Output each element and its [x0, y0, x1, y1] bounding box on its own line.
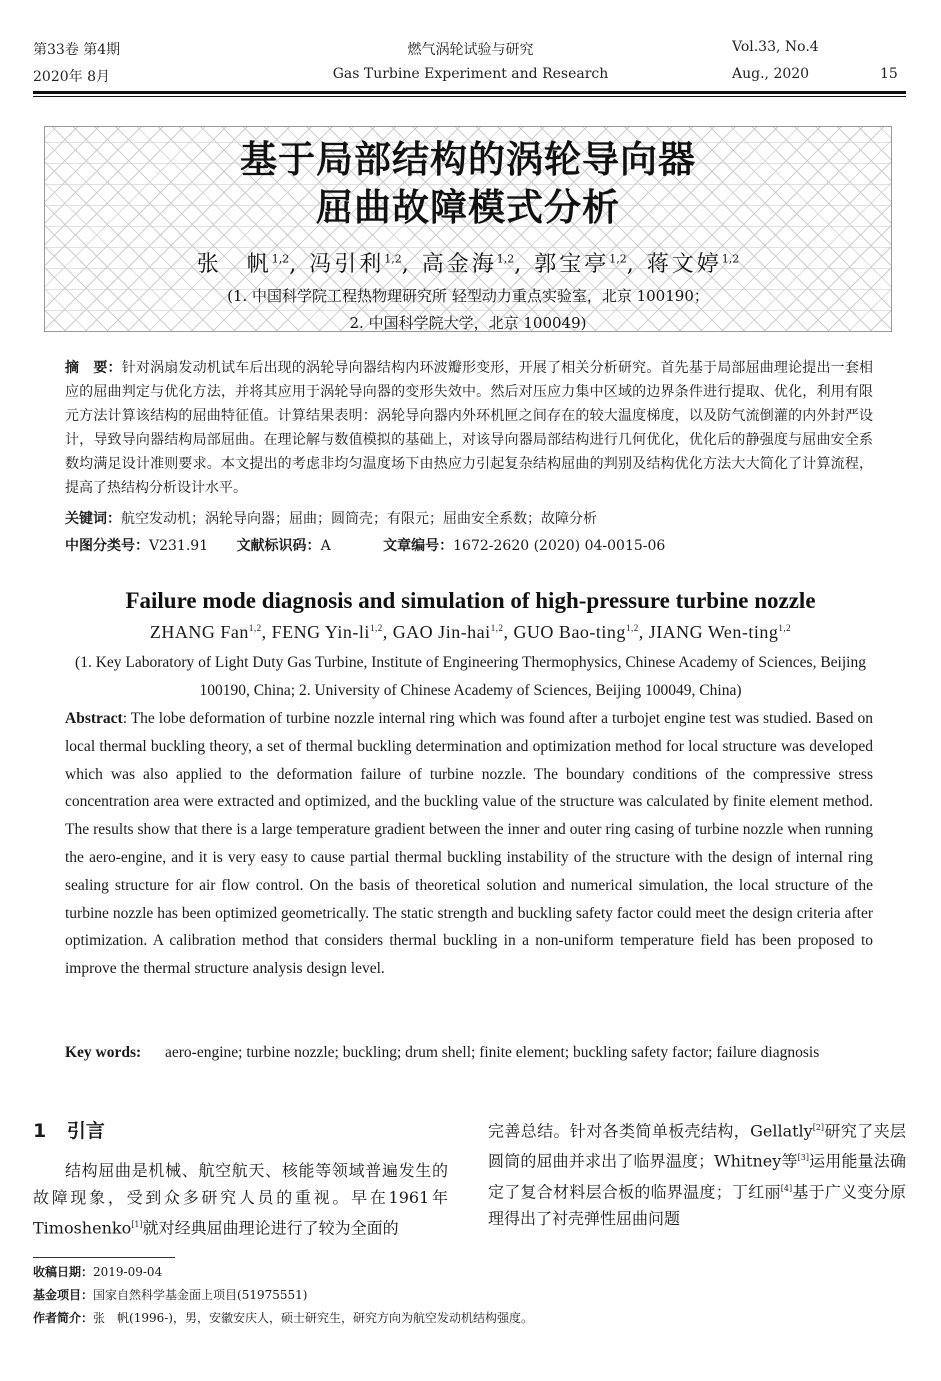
- abstract-cn: [65, 356, 873, 500]
- affiliation-cn-line2: 2. 中国科学院大学，北京 100049): [349, 314, 587, 332]
- author-name: 冯引利: [309, 252, 385, 277]
- author-name: 蒋文婷: [646, 252, 722, 277]
- author-affil-sup: 1,2: [384, 252, 402, 266]
- paper-title-line2: 屈曲故障模式分析: [316, 186, 620, 229]
- header-rule: [33, 91, 906, 94]
- author-affil-sup: 1,2: [490, 623, 504, 633]
- author-list-cn: 张 帆$^{1,2}$, 冯引利$^{1,2}$, 高金海$^{1,2}$, 郭宝亭$^{1,2}$, 蒋文婷$^{1,2}$: [196, 252, 740, 277]
- article-no-value: 1672-2620 (2020) 04-0015-06: [453, 538, 666, 554]
- citation: [3]: [797, 1153, 809, 1163]
- author-name-en: GUO Bao-ting: [513, 622, 626, 642]
- author-affil-sup: 1,2: [609, 252, 627, 266]
- page-number: 15: [880, 66, 898, 82]
- title-block: [44, 126, 892, 332]
- abstract-en-label: Abstract: [65, 710, 123, 727]
- keywords-en-label: Key words: [65, 1044, 137, 1061]
- keywords-cn-text: 航空发动机；涡轮导向器；屈曲；圆筒壳；有限元；屈曲安全系数；故障分析: [121, 511, 597, 527]
- citation: [4]: [780, 1183, 793, 1193]
- body-text: 结构屈曲是机械、航空航天、核能等领域普遍发生的故障现象，受到众多研究人员的重视。早在1961年Timoshenko: [33, 1161, 448, 1238]
- journal-name-cn: 燃气涡轮试验与研究: [407, 42, 534, 58]
- body-text: 完善总结。针对各类简单板壳结构，Gellatly: [488, 1121, 813, 1141]
- citation: [1]: [131, 1220, 143, 1229]
- author-affil-sup: 1,2: [778, 623, 792, 633]
- author-list-en: ZHANG Fan$^{1,2}$, FENG Yin-li$^{1,2}$, GAO Jin-hai$^{1,2}$, GUO Bao-ting$^{1,2}$, JIANG Wen-ting$^{1,2}$: [149, 622, 792, 642]
- keywords-cn: [65, 508, 597, 528]
- affiliation-en: (1. Key Laboratory of Light Duty Gas Turbine, Institute of Engineering Thermophysics, Chinese Academy of Sciences, Beijing 100190, China; 2. University of Chinese Academy of Sciences, Beijing 100049, China): [75, 654, 866, 699]
- body-text: 运用能量法确定了复合材料层合板的临界温度；丁红丽: [488, 1151, 906, 1201]
- author-name: 张 帆: [196, 252, 272, 277]
- received-date: 2019-09-04: [93, 1265, 163, 1279]
- section-heading: [33, 1116, 105, 1143]
- footnote-received: [33, 1263, 162, 1280]
- section-title: 引言: [66, 1120, 105, 1142]
- keywords-cn-label: 关键词：: [65, 511, 121, 527]
- abstract-cn-text: 针对涡扇发动机试车后出现的涡轮导向器结构内环波瓣形变形，开展了相关分析研究。首先基于局部屈曲理论提出一套相应的屈曲判定与优化方法，并将其应用于涡轮导向器的变形失效中。然后对压应力集中区域的边界条件进行提取、优化，利用有限元方法计算该结构的屈曲特征值。计算结果表明：涡轮导向器内外环机匣之间存在的较大温度梯度，以及防气流倒灌的内外封严设计，导致导向器结构局部屈曲。在理论解与数值模拟的基础上，对该导向器局部结构进行几何优化，优化后的静强度与屈曲安全系数均满足设计准则要求。本文提出的考虑非均匀温度场下由热应力引起复杂结构屈曲的判别及结构优化方法大大简化了计算流程，提高了热结构分析设计水平。: [65, 360, 874, 496]
- author-affil-sup: 1,2: [369, 623, 383, 633]
- doc-code-value: A: [320, 538, 331, 554]
- journal-name-en: Gas Turbine Experiment and Research: [332, 66, 609, 82]
- journal-date-cn: 2020年 8月: [33, 69, 110, 85]
- classification-line: [65, 535, 665, 555]
- paper-title-en: Failure mode diagnosis and simulation of high-pressure turbine nozzle: [125, 588, 816, 613]
- received-label: 收稿日期：: [33, 1265, 94, 1279]
- author-name: 高金海: [421, 252, 497, 277]
- journal-issue-cn: 第33卷 第4期: [33, 42, 121, 58]
- body-right-column: [488, 1114, 906, 1232]
- body-text: 研究了夹层圆筒的屈曲并求出了临界温度；Whitney等: [488, 1121, 906, 1171]
- footnote-bio: [33, 1309, 533, 1326]
- bio-text: 张 帆(1996-)，男，安徽安庆人，硕士研究生，研究方向为航空发动机结构强度。: [93, 1311, 533, 1325]
- body-text: 就对经典屈曲理论进行了较为全面的: [142, 1218, 399, 1238]
- keywords-en: Key words: aero-engine; turbine nozzle; buckling; drum shell; finite element; buckling safety factor; failure diagnosis: [65, 1039, 873, 1095]
- footnote-fund: [33, 1286, 307, 1303]
- author-affil-sup: 1,2: [271, 252, 290, 266]
- author-name-en: GAO Jin-hai: [392, 622, 491, 642]
- author-affil-sup: 1,2: [721, 252, 740, 266]
- abstract-en: [65, 705, 873, 983]
- fund-label: 基金项目：: [33, 1288, 94, 1302]
- author-name-en: FENG Yin-li: [271, 622, 370, 642]
- author-name-en: ZHANG Fan: [149, 622, 249, 642]
- footnote-rule: [33, 1257, 175, 1258]
- section-number: 1: [33, 1120, 47, 1142]
- author-affil-sup: 1,2: [496, 252, 515, 266]
- paper-title-line1: 基于局部结构的涡轮导向器: [240, 138, 696, 181]
- author-name: 郭宝亭: [534, 252, 610, 277]
- abstract-en-text: : The lobe deformation of turbine nozzle internal ring which was found after a turbojet engine test was studied. Based on local thermal buckling theory, a set of thermal buckling determination and optimization method for local structure was developed which was also applied to the deformation failure of turbine nozzle. The boundary conditions of the compressive stress concentration area were extracted and optimized, and the buckling value of the structure was calculated by finite element method. The results show that there is a large temperature gradient between the inner and outer ring casing of turbine nozzle when running the aero-engine, and it is very easy to cause partial thermal buckling instability of the structure with the design of internal ring sealing structure for air flow control. On the basis of theoretical solution and numerical simulation, the local structure of the turbine nozzle has been optimized geometrically. The static strength and buckling safety factor could meet the design criteria after optimization. A calibration method that considers thermal buckling in a non-uniform temperature field has been proposed to improve the thermal structure analysis design level.: [65, 710, 873, 978]
- citation: [2]: [812, 1123, 825, 1132]
- doc-code-label: 文献标识码：: [236, 538, 321, 554]
- clc-value: V231.91: [149, 538, 209, 554]
- author-affil-sup: 1,2: [248, 623, 262, 633]
- affiliation-cn-line1: (1. 中国科学院工程热物理研究所 轻型动力重点实验室，北京 100190；: [227, 287, 709, 305]
- bio-label: 作者简介：: [33, 1311, 94, 1325]
- clc-label: 中图分类号：: [65, 538, 149, 554]
- journal-date-en: Aug., 2020: [732, 66, 810, 82]
- body-left-column: [33, 1157, 448, 1241]
- abstract-cn-label: 摘 要：: [65, 360, 122, 376]
- author-name-en: JIANG Wen-ting: [648, 622, 779, 642]
- header-rule-thin: [33, 96, 906, 97]
- fund-text: 国家自然科学基金面上项目(51975551): [93, 1288, 308, 1302]
- body-text: 基于广义变分原理得出了衬壳弹性屈曲问题: [488, 1181, 906, 1228]
- author-affil-sup: 1,2: [625, 623, 639, 633]
- article-no-label: 文章编号：: [383, 538, 454, 554]
- journal-volume: Vol.33, No.4: [732, 39, 819, 55]
- keywords-en-text: aero-engine; turbine nozzle; buckling; drum shell; finite element; buckling safety factor; failure diagnosis: [165, 1044, 820, 1061]
